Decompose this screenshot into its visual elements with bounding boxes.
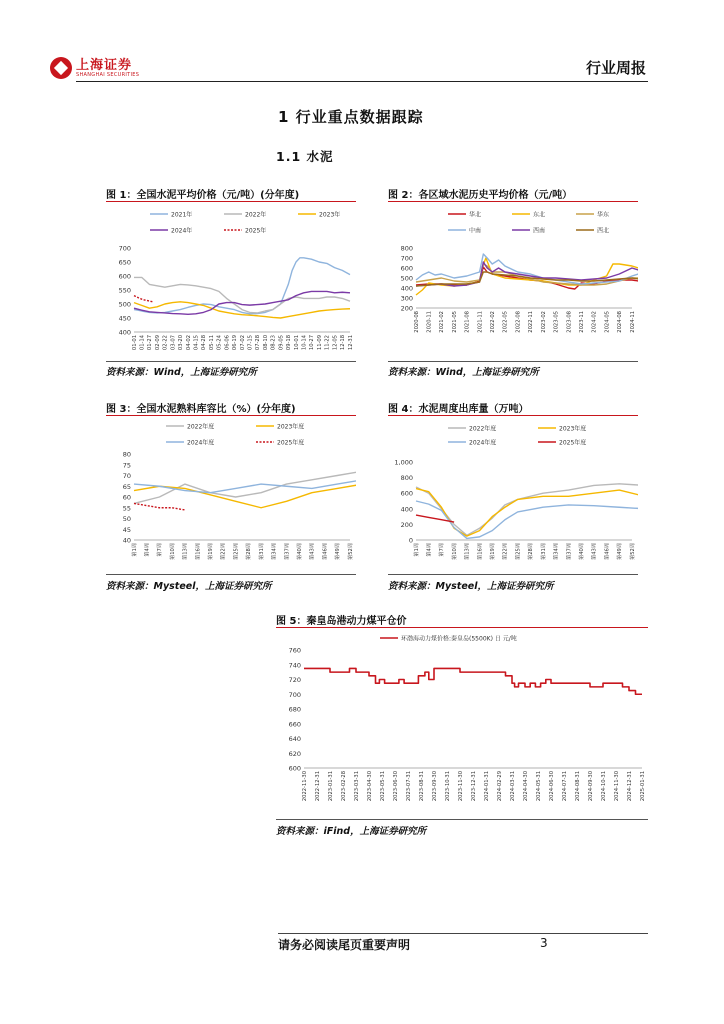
fig1-xtick-label: 01-01 [131,335,138,351]
fig3-legend-label: 2024年度 [187,439,215,447]
fig4-xtick-label: 第49周 [617,543,624,560]
fig3-source-rule [106,574,356,575]
fig5-xtick-label: 2023-08-31 [418,771,425,802]
fig3-source: 资料来源：Mysteel，上海证券研究所 [106,581,272,592]
fig2-xtick-label: 2024-02 [591,311,598,333]
fig1-xtick-label: 07-15 [247,335,254,351]
header-divider [76,81,648,82]
fig4-xtick-label: 第13周 [464,543,471,560]
fig2-xtick-label: 2022-05 [502,311,509,333]
fig1-xtick-label: 08-23 [270,335,277,351]
fig4-xtick-label: 第10周 [451,543,458,560]
fig2-xtick-label: 2021-05 [451,311,458,333]
fig1-xtick-label: 10-14 [301,335,308,351]
fig2-xtick-label: 2021-02 [439,311,446,333]
fig4-xtick-label: 第22周 [502,543,509,560]
fig1-xtick-label: 04-02 [185,335,192,351]
fig5-xtick-label: 2023-02-28 [340,771,347,802]
fig2-ytick-label: 700 [400,254,413,263]
fig1-legend-label: 2024年 [171,227,193,235]
fig5-ytick-label: 660 [288,720,301,729]
fig5-chart [276,630,648,818]
fig1-xtick-label: 06-06 [224,335,231,351]
fig5-xtick-label: 2024-11-30 [613,771,620,802]
fig3-ytick-label: 75 [122,461,131,470]
fig4-source-rule [388,574,638,575]
fig3-ytick-label: 45 [122,525,131,534]
logo-mark-icon [50,57,72,79]
fig5-xtick-label: 2024-06-30 [548,771,555,802]
fig2-xtick-label: 2021-08 [464,311,471,333]
fig2-xtick-label: 2024-08 [617,311,624,333]
fig4-xtick-label: 第34周 [553,543,560,560]
fig4-title-rule [388,415,638,416]
brand-logo [50,56,170,80]
fig3-title: 图 3：全国水泥熟料库容比（%）(分年度) [106,404,296,415]
fig5-xtick-label: 2023-01-31 [327,771,334,802]
fig3-legend-label: 2025年度 [277,439,305,447]
footer-divider [278,933,648,934]
fig2-title-rule [388,201,638,202]
fig5-xtick-label: 2024-12-31 [626,771,633,802]
fig1-xtick-label: 05-11 [208,335,215,351]
fig5-xtick-label: 2023-12-31 [470,771,477,802]
fig2-legend-label: 华北 [469,211,482,219]
fig1-xtick-label: 05-24 [216,335,223,351]
fig2-ytick-label: 300 [400,294,413,303]
fig1-xtick-label: 03-20 [178,335,185,351]
fig1-xtick-label: 07-28 [255,335,262,351]
fig2-chart [388,204,638,360]
fig1-xtick-label: 09-05 [278,335,285,351]
fig3-ytick-label: 40 [122,536,131,545]
fig2-legend-label: 华东 [597,211,610,219]
fig2-title: 图 2：各区域水泥历史平均价格（元/吨） [388,190,573,201]
fig3-xtick-label: 第25周 [233,543,240,560]
fig4-xtick-label: 第31周 [540,543,547,560]
fig5-xtick-label: 2022-11-30 [301,771,308,802]
fig4-source: 资料来源：Mysteel，上海证券研究所 [388,581,554,592]
fig1-ytick-label: 450 [118,314,131,323]
fig1-ytick-label: 650 [118,258,131,267]
fig1-xtick-label: 12-18 [340,335,347,351]
fig1-xtick-label: 02-22 [162,335,169,351]
fig5-xtick-label: 2024-01-31 [483,771,490,802]
fig2-xtick-label: 2022-02 [490,311,497,333]
fig4-ytick-label: 0 [408,536,413,545]
fig5-xtick-label: 2024-07-31 [561,771,568,802]
fig2-ytick-label: 400 [400,284,413,293]
fig5-source-rule [276,819,648,820]
fig5-xtick-label: 2024-05-31 [535,771,542,802]
fig2-xtick-label: 2022-08 [515,311,522,333]
fig3-xtick-label: 第34周 [271,543,278,560]
fig4-title: 图 4：水泥周度出库量（万吨） [388,404,529,415]
fig1-xtick-label: 01-14 [139,335,146,351]
fig5-title-rule [276,627,648,628]
fig4-xtick-label: 第46周 [604,543,611,560]
fig1-source-rule [106,361,356,362]
fig1-xtick-label: 11-22 [324,335,331,351]
fig1-xtick-label: 08-10 [262,335,269,351]
fig1-xtick-label: 07-02 [239,335,246,351]
fig1-ytick-label: 500 [118,300,131,309]
fig5-ytick-label: 620 [288,749,301,758]
fig2-legend-label: 东北 [533,211,546,219]
fig5-ytick-label: 760 [288,646,301,655]
fig3-ytick-label: 65 [122,482,131,491]
fig5-xtick-label: 2024-10-31 [600,771,607,802]
fig3-xtick-label: 第52周 [347,543,354,560]
fig5-ytick-label: 720 [288,676,301,684]
fig4-legend-label: 2022年度 [469,425,497,433]
fig3-xtick-label: 第1周 [131,543,138,557]
fig5-xtick-label: 2024-03-31 [509,771,516,802]
fig2-xtick-label: 2023-02 [540,311,547,333]
brand-name-en: SHANGHAI SECURITIES [76,71,140,78]
fig4-legend-label: 2025年度 [559,439,587,447]
fig3-ytick-label: 55 [122,504,131,513]
fig2-ytick-label: 500 [400,274,413,283]
fig2-xtick-label: 2021-11 [477,311,484,333]
fig2-xtick-label: 2024-11 [629,311,636,333]
fig5-xtick-label: 2023-03-31 [353,771,360,802]
fig4-xtick-label: 第19周 [490,543,497,560]
fig4-xtick-label: 第43周 [591,543,598,560]
fig5-xtick-label: 2023-04-30 [366,771,373,802]
section-heading: 1 行业重点数据跟踪 [278,108,424,126]
brand-name-cn: 上海证券 [76,57,133,73]
fig4-xtick-label: 第16周 [477,543,484,560]
fig1-series-0 [134,258,350,314]
fig4-ytick-label: 400 [400,505,413,514]
fig5-xtick-label: 2023-11-30 [457,771,464,802]
fig1-xtick-label: 09-18 [286,335,293,351]
fig4-xtick-label: 第7周 [439,543,446,557]
fig2-xtick-label: 2022-11 [528,311,535,333]
fig1-legend-label: 2023年 [319,211,341,219]
fig1-xtick-label: 03-07 [170,335,177,351]
fig4-chart [388,418,638,574]
fig1-xtick-label: 12-31 [347,335,354,351]
fig5-source: 资料来源：iFind，上海证券研究所 [276,826,427,837]
fig3-xtick-label: 第40周 [296,543,303,560]
fig1-ytick-label: 550 [118,286,131,295]
report-type: 行业周报 [585,59,646,77]
fig1-xtick-label: 04-28 [201,335,208,351]
fig3-series-2 [134,480,356,504]
fig1-ytick-label: 400 [118,328,131,337]
fig1-xtick-label: 06-19 [232,335,239,351]
fig5-ytick-label: 680 [288,705,301,714]
fig4-xtick-label: 第52周 [629,543,636,560]
fig1-ytick-label: 600 [118,272,131,281]
fig3-xtick-label: 第28周 [246,543,253,560]
fig2-source-rule [388,361,638,362]
fig5-xtick-label: 2025-01-31 [639,771,646,802]
fig4-xtick-label: 第40周 [578,543,585,560]
fig4-series-0 [416,471,638,535]
fig2-source: 资料来源：Wind，上海证券研究所 [388,367,539,378]
fig5-xtick-label: 2023-07-31 [405,771,412,802]
fig5-xtick-label: 2023-09-30 [431,771,438,802]
fig3-xtick-label: 第10周 [169,543,176,560]
fig3-xtick-label: 第7周 [157,543,164,557]
fig2-xtick-label: 2023-11 [578,311,585,333]
fig4-ytick-label: 1,000 [394,458,413,467]
fig1-title: 图 1：全国水泥平均价格（元/吨）(分年度) [106,190,300,201]
disclaimer-note[interactable]: 请务必阅读尾页重要声明 [278,938,411,952]
fig2-xtick-label: 2024-05 [604,311,611,333]
fig4-ytick-label: 600 [400,489,413,498]
fig1-xtick-label: 10-27 [309,335,316,351]
fig5-legend-label: 环渤海动力煤价格:秦皇岛(5500K) 日 元/吨 [401,635,517,643]
fig1-xtick-label: 10-01 [293,335,300,351]
fig5-xtick-label: 2022-12-31 [314,771,321,802]
fig2-xtick-label: 2020-11 [426,311,433,333]
fig2-xtick-label: 2020-08 [413,311,420,333]
fig2-ytick-label: 600 [400,264,413,273]
fig3-legend-label: 2023年度 [277,423,305,431]
fig3-ytick-label: 80 [122,450,131,459]
fig2-xtick-label: 2023-08 [566,311,573,333]
fig3-xtick-label: 第22周 [220,543,227,560]
fig3-xtick-label: 第43周 [309,543,316,560]
fig3-xtick-label: 第13周 [182,543,189,560]
fig5-xtick-label: 2024-04-30 [522,771,529,802]
subsection-heading: 1.1 水泥 [276,149,334,164]
fig3-xtick-label: 第31周 [258,543,265,560]
fig5-ytick-label: 640 [288,735,301,743]
fig5-xtick-label: 2024-08-31 [574,771,581,802]
fig3-chart [106,418,356,574]
fig4-ytick-label: 800 [400,474,413,483]
fig1-chart [106,204,356,360]
fig1-xtick-label: 12-05 [332,335,339,351]
fig5-xtick-label: 2023-10-31 [444,771,451,802]
fig3-xtick-label: 第4周 [144,543,151,557]
fig5-title: 图 5：秦皇岛港动力煤平仓价 [276,616,407,627]
fig3-xtick-label: 第16周 [195,543,202,560]
fig4-series-1 [416,489,638,537]
fig5-xtick-label: 2024-09-30 [587,771,594,802]
page-number: 3 [540,936,548,950]
fig4-ytick-label: 200 [400,520,413,529]
fig5-xtick-label: 2024-02-29 [496,771,503,802]
fig1-xtick-label: 02-09 [154,335,161,351]
fig3-legend-label: 2022年度 [187,423,215,431]
fig1-title-rule [106,201,356,202]
fig2-legend-label: 西南 [533,227,546,235]
fig4-legend-label: 2024年度 [469,439,497,447]
fig4-xtick-label: 第28周 [528,543,535,560]
fig2-ytick-label: 800 [400,244,413,253]
fig4-xtick-label: 第1周 [413,543,420,557]
fig5-ytick-label: 700 [288,690,301,699]
fig5-xtick-label: 2023-06-30 [392,771,399,802]
fig5-ytick-label: 740 [288,661,301,670]
fig1-xtick-label: 11-09 [316,335,323,351]
fig4-xtick-label: 第4周 [426,543,433,557]
fig3-ytick-label: 60 [122,493,131,502]
fig1-ytick-label: 700 [118,244,131,253]
fig3-ytick-label: 50 [122,515,131,523]
fig1-xtick-label: 01-27 [147,335,154,351]
fig5-series-0 [304,668,642,694]
fig5-ytick-label: 600 [288,764,301,773]
fig3-xtick-label: 第49周 [335,543,342,560]
fig1-legend-label: 2021年 [171,211,193,219]
fig2-legend-label: 西北 [597,227,610,235]
fig1-source: 资料来源：Wind，上海证券研究所 [106,367,257,378]
fig2-xtick-label: 2023-05 [553,311,560,333]
fig1-series-4 [134,296,153,302]
fig3-title-rule [106,415,356,416]
fig3-xtick-label: 第37周 [284,543,291,560]
fig3-xtick-label: 第19周 [208,543,215,560]
fig4-xtick-label: 第37周 [566,543,573,560]
fig1-legend-label: 2022年 [245,211,267,219]
fig3-xtick-label: 第46周 [322,543,329,560]
fig1-legend-label: 2025年 [245,227,267,235]
fig3-ytick-label: 70 [122,472,131,480]
fig4-legend-label: 2023年度 [559,425,587,433]
fig1-xtick-label: 04-15 [193,335,200,351]
fig2-ytick-label: 200 [400,304,413,313]
fig1-series-1 [134,277,350,313]
fig5-xtick-label: 2023-05-31 [379,771,386,802]
fig4-xtick-label: 第25周 [515,543,522,560]
fig2-legend-label: 中南 [469,227,482,235]
fig3-series-3 [134,503,185,509]
